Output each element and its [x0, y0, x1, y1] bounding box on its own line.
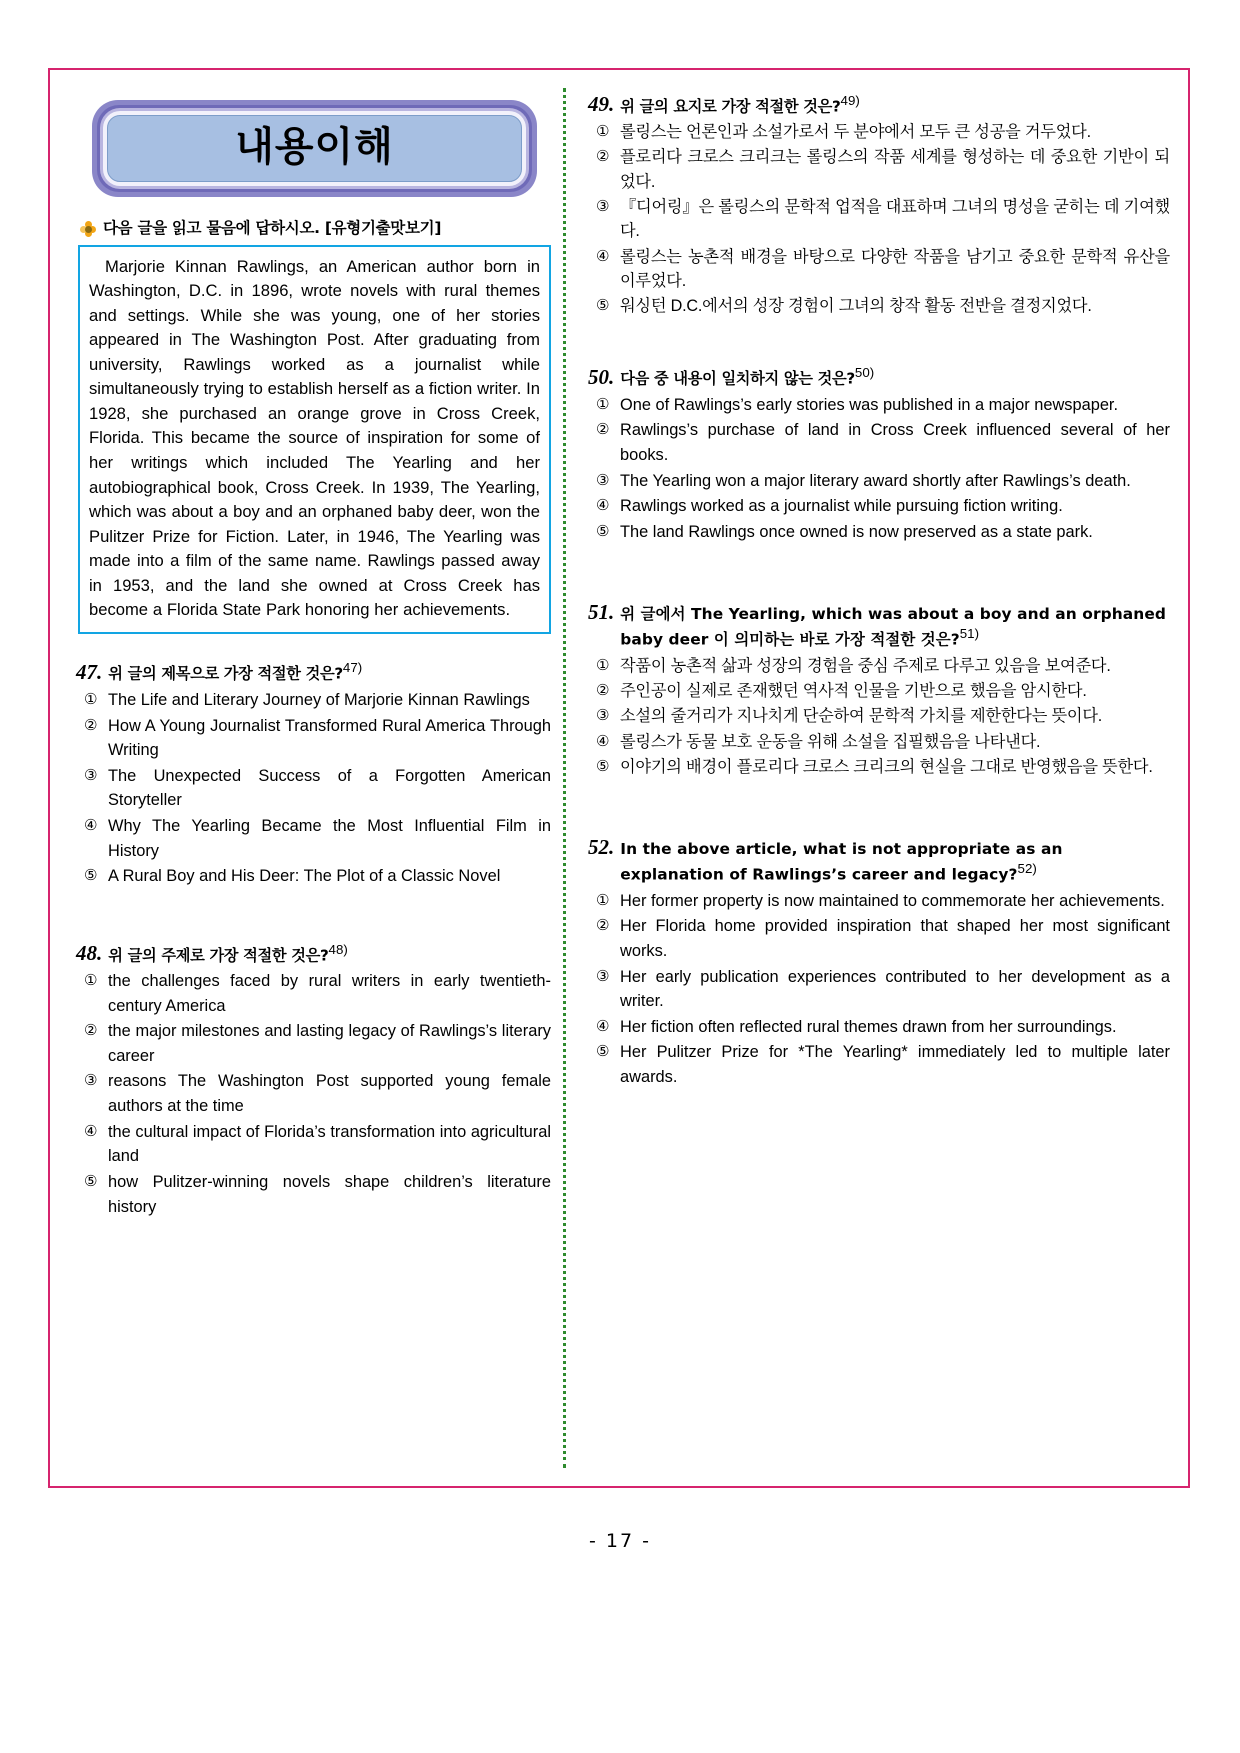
- question-50-number: 50.: [588, 364, 615, 389]
- instruction-text: 다음 글을 읽고 물음에 답하시오. [유형기출맛보기]: [103, 219, 442, 237]
- question-48-header: [76, 941, 551, 966]
- option-item[interactable]: [588, 520, 1170, 545]
- banner-ring-outer: [92, 100, 537, 197]
- option-item[interactable]: [588, 914, 1170, 963]
- option-marker: ①: [596, 656, 610, 674]
- option-text: Her former property is now maintained to commemorate her achievements.: [620, 891, 1165, 910]
- option-item[interactable]: [588, 730, 1170, 754]
- spacer: [588, 825, 1170, 835]
- option-item[interactable]: [76, 864, 551, 889]
- question-52-number: 52.: [588, 835, 615, 860]
- spacer: [588, 590, 1170, 600]
- option-text: Her Florida home provided inspiration that shaped her most significant works.: [620, 917, 1170, 961]
- option-marker: ③: [596, 967, 610, 985]
- option-text: the challenges faced by rural writers in early twentieth-century America: [108, 972, 551, 1015]
- option-marker: ⑤: [596, 1043, 610, 1061]
- question-47-stem: 위 글의 제목으로 가장 적절한 것은?: [108, 664, 343, 683]
- option-text: 롤링스는 농촌적 배경을 바탕으로 다양한 작품을 남기고 중요한 문학적 유산을 이루었다.: [620, 247, 1170, 290]
- option-marker: ③: [84, 1072, 98, 1090]
- spacer: [588, 319, 1170, 365]
- option-text: the cultural impact of Florida’s transformation into agricultural land: [108, 1122, 551, 1166]
- option-marker: ④: [596, 1017, 610, 1035]
- option-text: Rawlings worked as a journalist while pursuing fiction writing.: [620, 497, 1063, 516]
- question-49-footnote: 49): [840, 92, 860, 108]
- option-marker: ②: [596, 682, 610, 700]
- option-text: Rawlings’s purchase of land in Cross Creek influenced several of her books.: [620, 421, 1170, 464]
- flower-icon: [80, 221, 96, 237]
- option-text: how Pulitzer-winning novels shape children’s literature history: [108, 1172, 551, 1216]
- left-column: [58, 78, 563, 1478]
- option-item[interactable]: [588, 245, 1170, 294]
- question-47: [76, 660, 551, 889]
- option-marker: ②: [596, 917, 610, 935]
- option-marker: ⑤: [84, 867, 98, 885]
- right-column: [566, 78, 1180, 1478]
- option-item[interactable]: [588, 1040, 1170, 1089]
- option-item[interactable]: [588, 679, 1170, 703]
- option-item[interactable]: [588, 195, 1170, 244]
- question-50: [588, 365, 1170, 545]
- option-text: The land Rawlings once owned is now preserved as a state park.: [620, 522, 1093, 541]
- question-52-footnote: 52): [1017, 860, 1037, 876]
- option-marker: ①: [84, 690, 98, 708]
- option-text: One of Rawlings’s early stories was published in a major newspaper.: [620, 395, 1119, 414]
- option-marker: ③: [596, 198, 610, 216]
- question-49-stem: 위 글의 요지로 가장 적절한 것은?: [620, 97, 841, 115]
- option-text: Her early publication experiences contributed to her development as a writer.: [620, 967, 1170, 1011]
- option-item[interactable]: [76, 688, 551, 713]
- option-text: A Rural Boy and His Deer: The Plot of a Classic Novel: [108, 867, 501, 886]
- option-marker: ④: [84, 817, 98, 835]
- question-47-header: [76, 660, 551, 685]
- section-title-text: 내용이해: [235, 124, 394, 170]
- option-marker: ①: [84, 972, 98, 990]
- option-text: reasons The Washington Post supported young female authors at the time: [108, 1072, 551, 1116]
- option-item[interactable]: [588, 145, 1170, 194]
- question-50-stem: 다음 중 내용이 일치하지 않는 것은?: [620, 369, 855, 388]
- banner-ring-light: [103, 111, 526, 186]
- option-text: Why The Yearling Became the Most Influential Film in History: [108, 817, 551, 860]
- option-text: 소설의 줄거리가 지나치게 단순하여 문학적 가치를 제한한다는 뜻이다.: [620, 707, 1103, 726]
- option-marker: ①: [596, 891, 610, 909]
- question-52: [588, 835, 1170, 1089]
- question-47-options: [76, 688, 551, 889]
- banner-ring-inner: [100, 108, 529, 189]
- option-marker: ②: [84, 716, 98, 734]
- page-number-footer: - 17 -: [589, 1530, 651, 1552]
- banner-plate: [107, 115, 522, 182]
- option-item[interactable]: [76, 814, 551, 863]
- question-48: [76, 941, 551, 1219]
- passage-box: [78, 245, 551, 634]
- passage-text: Marjorie Kinnan Rawlings, an American author born in Washington, D.C. in 1896, wrote novels with rural themes and settings. While she was young, one of her stories appeared in The Washington Post. After graduating from university, Rawlings worked as a journalist while simultaneously trying to establish herself as a fiction writer. In 1928, she purchased an orange grove in Cross Creek, Florida. This became the source of inspiration for some of her writings which included The Yearling and her autobiographical book, Cross Creek. In 1939, The Yearling, which was about a boy and an orphaned baby deer, won the Pulitzer Prize for Fiction. Later, in 1946, The Yearling was made into a film of the same name. Rawlings passed away in 1953, and the land she owned at Cross Creek has become a Florida State Park honoring her achievements.: [89, 256, 540, 620]
- option-item[interactable]: [588, 393, 1170, 418]
- question-48-number: 48.: [76, 940, 103, 965]
- option-item[interactable]: [76, 969, 551, 1018]
- option-marker: ③: [84, 766, 98, 784]
- question-51: [588, 600, 1170, 779]
- option-item[interactable]: [588, 120, 1170, 144]
- option-text: 이야기의 배경이 플로리다 크로스 크리크의 현실을 그대로 반영했음을 뜻한다.: [620, 758, 1153, 777]
- option-text: 롤링스가 동물 보호 운동을 위해 소설을 집필했음을 나타낸다.: [620, 732, 1041, 751]
- option-item[interactable]: [588, 1015, 1170, 1040]
- question-49-header: [588, 92, 1170, 117]
- option-text: 주인공이 실제로 존재했던 역사적 인물을 기반으로 했음을 암시한다.: [620, 682, 1087, 701]
- option-item[interactable]: [76, 764, 551, 813]
- option-marker: ⑤: [596, 297, 610, 315]
- option-text: The Life and Literary Journey of Marjorie Kinnan Rawlings: [108, 690, 530, 709]
- option-text: How A Young Journalist Transformed Rural America Through Writing: [108, 716, 551, 760]
- option-marker: ②: [84, 1022, 98, 1040]
- option-text: the major milestones and lasting legacy of Rawlings’s literary career: [108, 1022, 551, 1065]
- option-item[interactable]: [76, 1170, 551, 1219]
- option-item[interactable]: [76, 714, 551, 763]
- option-marker: ⑤: [84, 1172, 98, 1190]
- option-text: The Unexpected Success of a Forgotten American Storyteller: [108, 766, 551, 810]
- option-item[interactable]: [588, 889, 1170, 914]
- question-52-options: [588, 889, 1170, 1090]
- option-marker: ③: [596, 707, 610, 725]
- option-item[interactable]: [588, 965, 1170, 1014]
- option-item[interactable]: [588, 755, 1170, 779]
- question-49-number: 49.: [588, 92, 615, 116]
- question-51-header: [588, 600, 1170, 650]
- question-52-header: [588, 835, 1170, 885]
- option-item[interactable]: [588, 418, 1170, 467]
- option-item[interactable]: [588, 654, 1170, 678]
- question-50-options: [588, 393, 1170, 545]
- option-text: 작품이 농촌적 삶과 성장의 경험을 중심 주제로 다루고 있음을 보여준다.: [620, 656, 1111, 675]
- option-marker: ③: [596, 471, 610, 489]
- option-marker: ②: [596, 148, 610, 166]
- option-marker: ①: [596, 395, 610, 413]
- option-item[interactable]: [588, 704, 1170, 728]
- option-item[interactable]: [588, 294, 1170, 318]
- option-marker: ②: [596, 421, 610, 439]
- option-text: The Yearling won a major literary award shortly after Rawlings’s death.: [620, 471, 1131, 490]
- option-text: 롤링스는 언론인과 소설가로서 두 분야에서 모두 큰 성공을 거두었다.: [620, 123, 1091, 142]
- question-51-stem: 위 글에서 The Yearling, which was about a boy and an orphaned baby deer 이 의미하는 바로 가장 적절한 것은?: [620, 605, 1166, 649]
- question-47-number: 47.: [76, 659, 103, 684]
- spacer: [588, 779, 1170, 825]
- spacer: [588, 544, 1170, 590]
- spacer: [76, 889, 551, 915]
- option-marker: ④: [596, 497, 610, 515]
- question-51-options: [588, 654, 1170, 779]
- option-text: 『디어링』은 롤링스의 문학적 업적을 대표하며 그녀의 명성을 굳히는 데 기여했다.: [620, 198, 1170, 241]
- question-48-options: [76, 969, 551, 1219]
- option-text: Her fiction often reflected rural themes drawn from her surroundings.: [620, 1017, 1117, 1036]
- option-item[interactable]: [588, 494, 1170, 519]
- option-marker: ⑤: [596, 522, 610, 540]
- instruction-line: [80, 219, 551, 238]
- page-content: [58, 78, 1180, 1478]
- question-47-footnote: 47): [342, 660, 363, 676]
- option-item[interactable]: [76, 1069, 551, 1118]
- question-52-stem: In the above article, what is not appropriate as an explanation of Rawlings’s career and legacy?: [620, 840, 1063, 884]
- section-title-banner: [92, 100, 537, 197]
- option-text: 플로리다 크로스 크리크는 롤링스의 작품 세계를 형성하는 데 중요한 기반이 되었다.: [620, 148, 1170, 191]
- option-marker: ⑤: [596, 758, 610, 776]
- question-49-options: [588, 120, 1170, 318]
- option-text: Her Pulitzer Prize for *The Yearling* immediately led to multiple later awards.: [620, 1043, 1170, 1087]
- banner-ring-mid: [97, 105, 532, 192]
- option-text: 워싱턴 D.C.에서의 성장 경험이 그녀의 창작 활동 전반을 결정지었다.: [620, 297, 1092, 316]
- option-item[interactable]: [76, 1019, 551, 1068]
- option-marker: ④: [84, 1122, 98, 1140]
- option-item[interactable]: [76, 1120, 551, 1169]
- option-marker: ④: [596, 247, 610, 265]
- question-48-footnote: 48): [328, 941, 348, 957]
- question-50-header: [588, 365, 1170, 390]
- option-item[interactable]: [588, 469, 1170, 494]
- option-marker: ④: [596, 732, 610, 750]
- question-49: [588, 92, 1170, 319]
- question-51-number: 51.: [588, 600, 615, 625]
- question-48-stem: 위 글의 주제로 가장 적절한 것은?: [108, 945, 329, 964]
- question-51-footnote: 51): [959, 625, 980, 641]
- question-50-footnote: 50): [854, 365, 875, 381]
- option-marker: ①: [596, 123, 610, 141]
